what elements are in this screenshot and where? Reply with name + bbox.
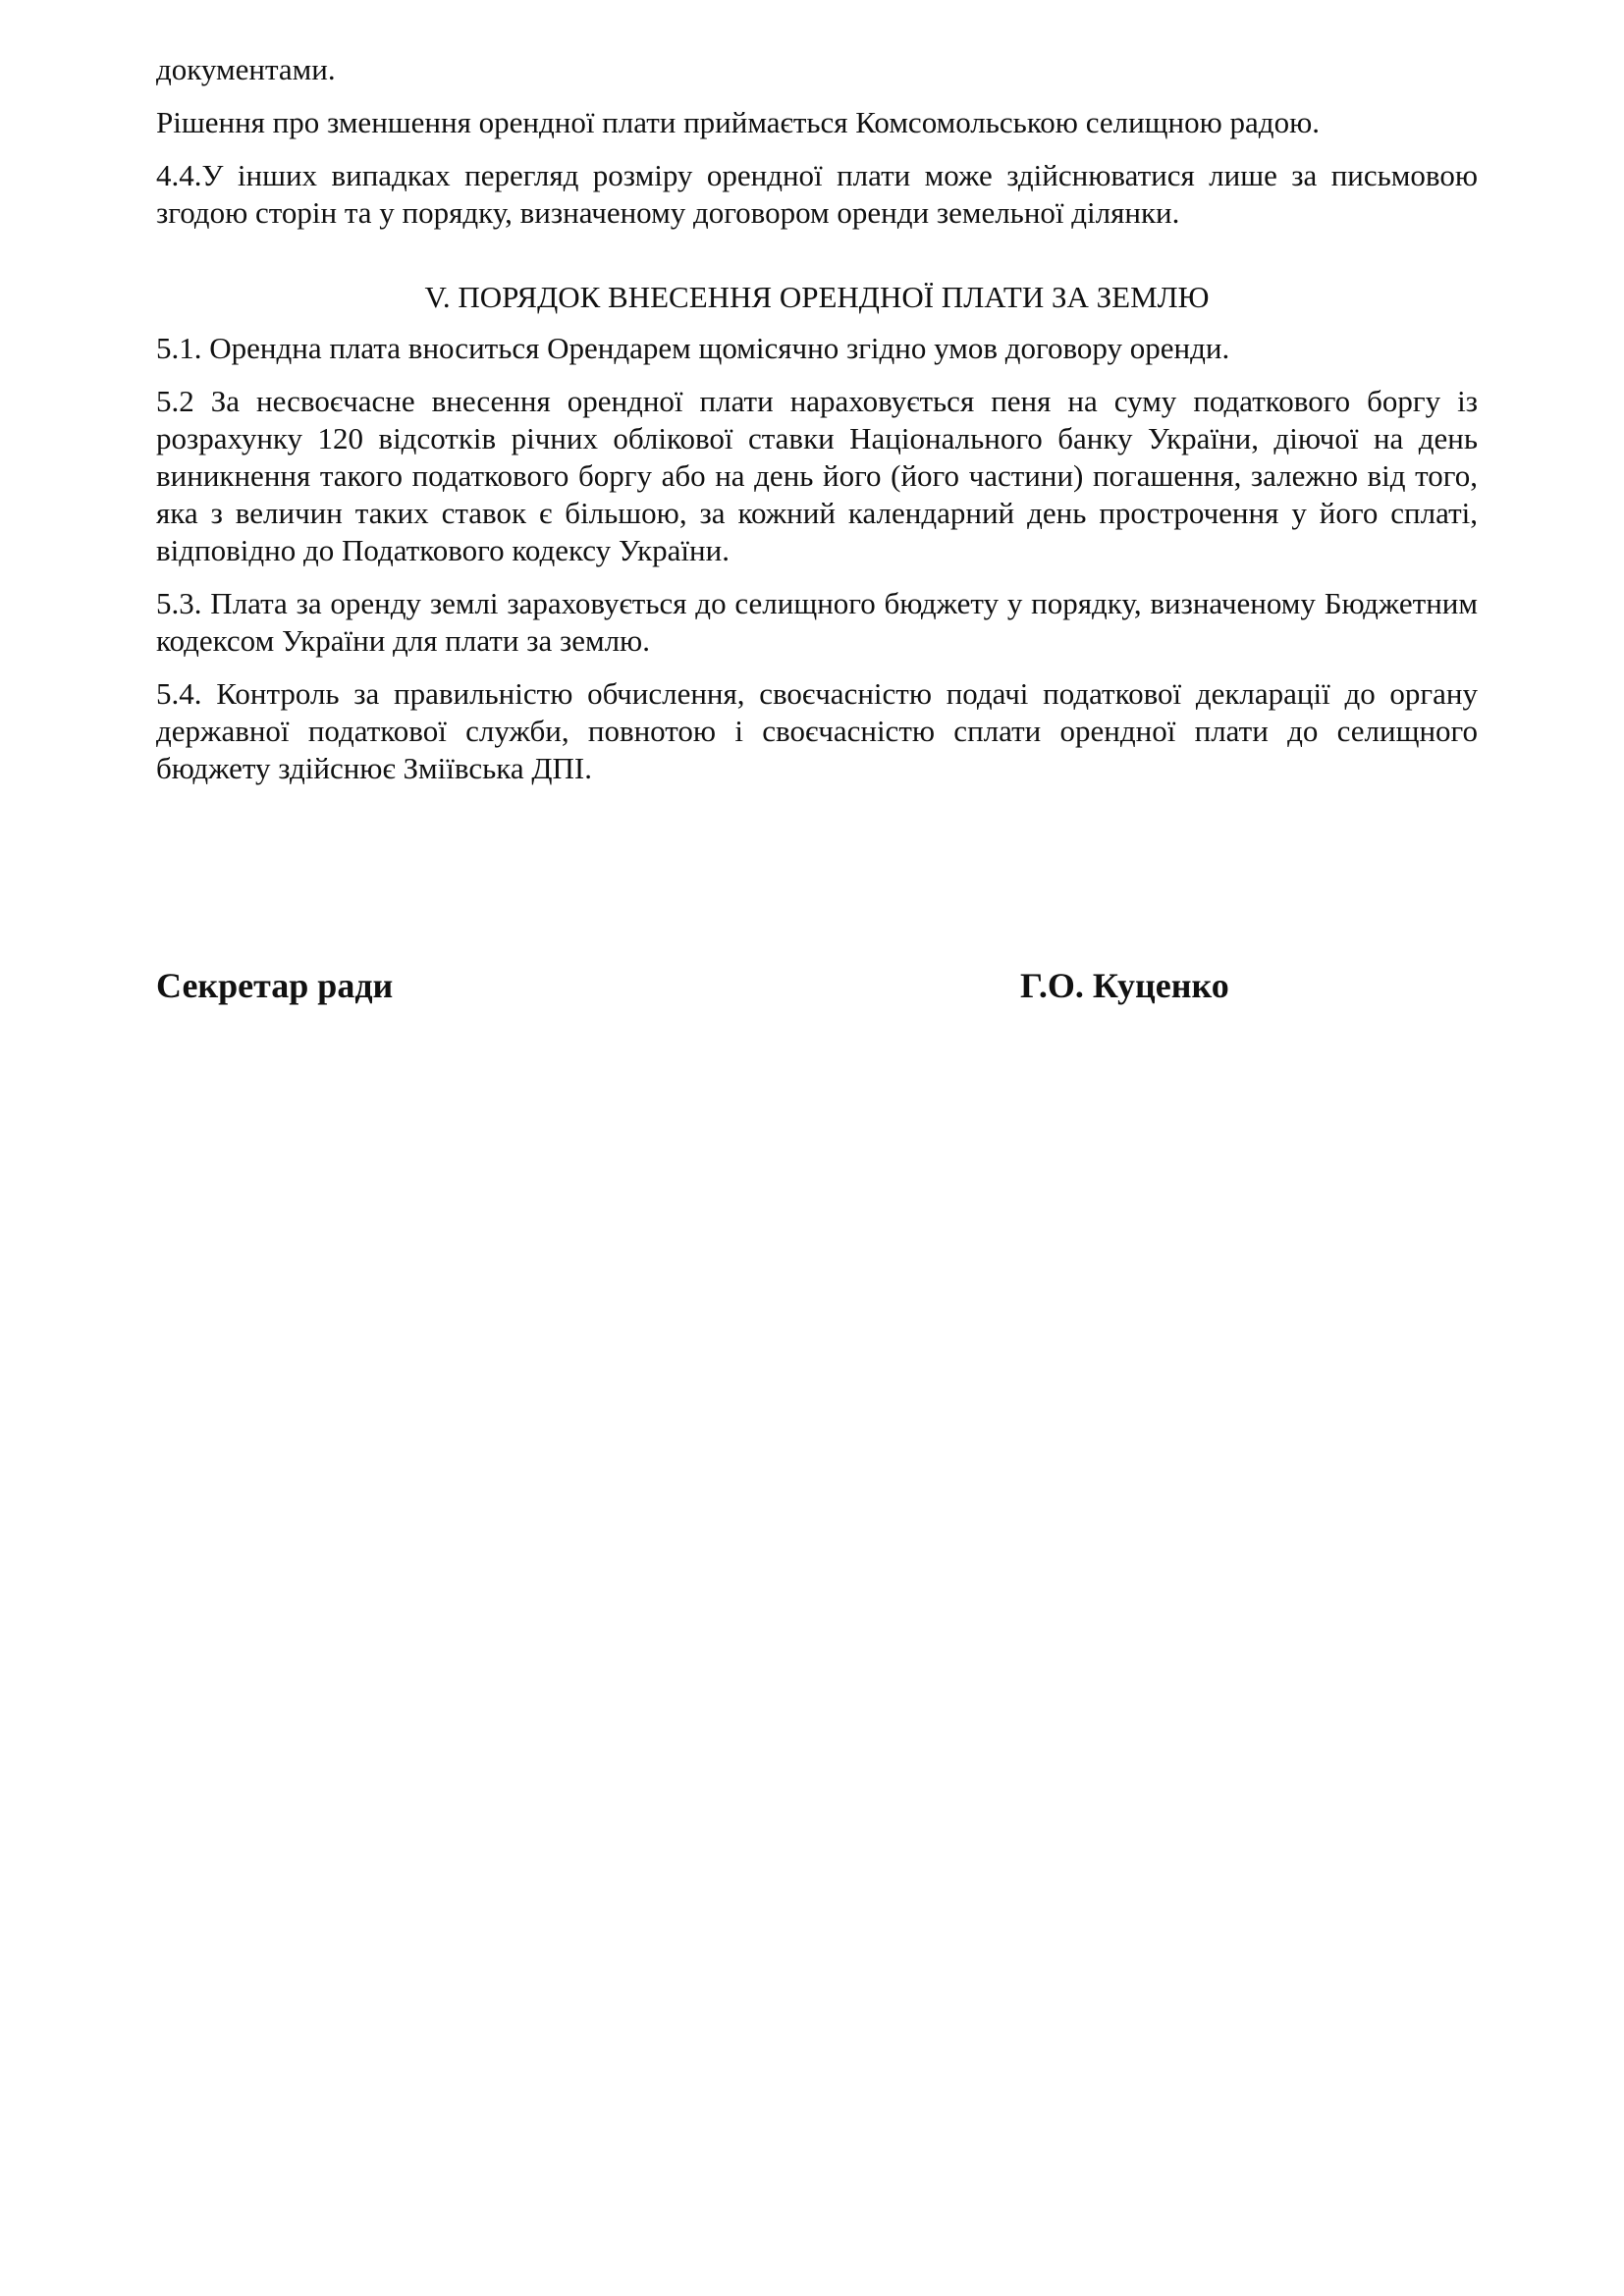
paragraph-5-1: 5.1. Орендна плата вноситься Орендарем щомісячно згідно умов договору оренди. (156, 331, 1230, 365)
signature-block (156, 962, 1478, 1009)
paragraph-rent-reduction-decision: Рішення про зменшення орендної плати приймається Комсомольською селищною радою. (156, 105, 1320, 139)
signature-position: Секретар ради (156, 966, 394, 1005)
paragraph-continuation: документами. (156, 52, 336, 86)
document-body (156, 51, 1478, 803)
paragraph-5-4: 5.4. Контроль за правильністю обчислення, своєчасністю подачі податкової декларації до органу державної податкової служби, повнотою і своєчасністю сплати орендної плати до селищного бюджету здійснює Зміївська ДПІ. (156, 676, 1478, 785)
paragraph-5-3: 5.3. Плата за оренду землі зараховується до селищного бюджету у порядку, визначеному Бюджетним кодексом України для плати за землю. (156, 586, 1478, 658)
paragraph-5-2: 5.2 За несвоєчасне внесення орендної плати нараховується пеня на суму податкового боргу із розрахунку 120 відсотків річних облікової ставки Національного банку України, діючої на день виникнення такого податкового боргу або на день його (його частини) погашення, залежно від того, яка з величин таких ставок є більшою, за кожний календарний день прострочення у його сплаті, відповідно до Податкового кодексу України. (156, 384, 1478, 567)
signature-name: Г.О. Куценко (1020, 966, 1229, 1005)
section-title: V. ПОРЯДОК ВНЕСЕННЯ ОРЕНДНОЇ ПЛАТИ ЗА ЗЕМЛЮ (424, 280, 1210, 314)
paragraph-4-4: 4.4.У інших випадках перегляд розміру орендної плати може здійснюватися лише за письмовою згодою сторін та у порядку, визначеному договором оренди земельної ділянки. (156, 158, 1478, 230)
